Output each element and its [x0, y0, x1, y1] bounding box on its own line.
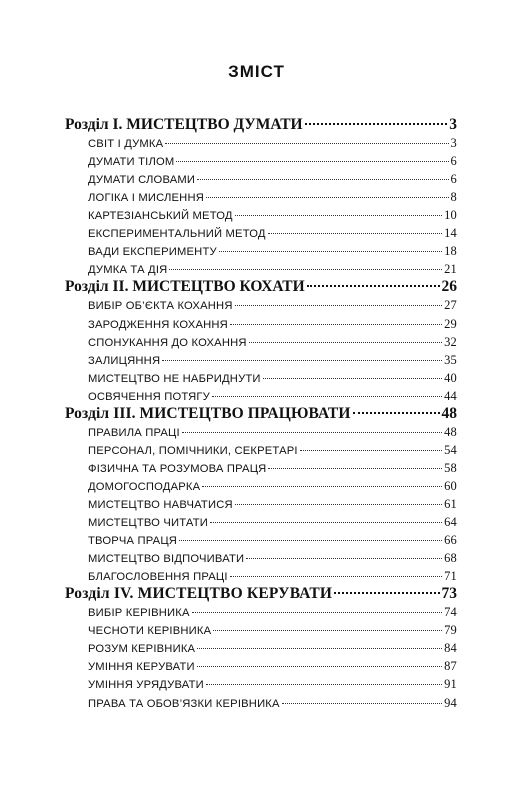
- toc-entry: [65, 260, 457, 278]
- entry-page-number: 21: [444, 262, 457, 277]
- toc-entry: [65, 459, 457, 477]
- toc-entry: [65, 549, 457, 567]
- entry-title: БЛАГОСЛОВЕННЯ ПРАЦІ: [88, 571, 228, 584]
- entry-title: ВАДИ ЕКСПЕРИМЕНТУ: [88, 246, 217, 259]
- section-page-number: 48: [441, 404, 457, 422]
- dot-leader: [202, 485, 442, 487]
- dot-leader: [210, 521, 442, 523]
- section-page-number: 3: [449, 116, 457, 133]
- entry-page-number: 74: [444, 605, 457, 620]
- toc-entry: [65, 152, 457, 170]
- toc-entry: [65, 441, 457, 459]
- toc-entry: [65, 657, 457, 675]
- toc-entry: [65, 531, 457, 549]
- toc-section-1: [65, 116, 457, 134]
- dot-leader: [235, 214, 442, 216]
- entry-title: ДОМОГОСПОДАРКА: [88, 480, 201, 493]
- section-page-number: 73: [441, 585, 457, 603]
- toc-section-3: [65, 405, 457, 423]
- dot-leader: [268, 232, 442, 234]
- section-title: Розділ ІІІ. МИСТЕЦТВО ПРАЦЮВАТИ: [65, 404, 351, 422]
- entry-title: ФІЗИЧНА ТА РОЗУМОВА ПРАЦЯ: [88, 462, 267, 475]
- entry-title: МИСТЕЦТВО НЕ НАБРИДНУТИ: [88, 372, 261, 385]
- dot-leader: [197, 665, 442, 667]
- toc-entry: [65, 639, 457, 657]
- dot-leader: [176, 160, 448, 162]
- entry-title: КАРТЕЗІАНСЬКИЙ МЕТОД: [88, 210, 233, 223]
- toc-entry: [65, 694, 457, 712]
- entry-page-number: 91: [444, 677, 457, 692]
- toc-entry: [65, 134, 457, 152]
- dot-leader: [206, 683, 442, 685]
- toc-entry: [65, 188, 457, 206]
- toc-entry: [65, 333, 457, 351]
- entry-title: ДУМАТИ ТІЛОМ: [88, 156, 175, 169]
- section-page-number: 26: [441, 278, 457, 296]
- entry-title: ЗАЛИЦЯННЯ: [88, 354, 161, 367]
- toc-entry: [65, 675, 457, 693]
- entry-title: ПЕРСОНАЛ, ПОМІЧНИКИ, СЕКРЕТАРІ: [88, 444, 298, 457]
- entry-page-number: 6: [450, 172, 457, 187]
- dot-leader: [235, 503, 442, 505]
- entry-page-number: 64: [444, 515, 457, 530]
- entry-title: МИСТЕЦТВО ВІДПОЧИВАТИ: [88, 553, 245, 566]
- toc-entry: [65, 513, 457, 531]
- entry-page-number: 32: [444, 334, 457, 349]
- entry-page-number: 66: [444, 533, 457, 548]
- entry-title: ДУМКА ТА ДІЯ: [88, 264, 168, 277]
- dot-leader: [197, 178, 448, 180]
- entry-page-number: 27: [444, 298, 457, 313]
- entry-page-number: 60: [444, 478, 457, 493]
- dot-leader: [230, 575, 442, 577]
- toc-entry: [65, 242, 457, 260]
- entry-title: МИСТЕЦТВО ЧИТАТИ: [88, 517, 208, 530]
- toc-entry: [65, 621, 457, 639]
- dot-leader: [334, 591, 439, 594]
- dot-leader: [162, 359, 442, 361]
- toc-entry: [65, 206, 457, 224]
- table-of-contents: [65, 116, 457, 712]
- dot-leader: [182, 431, 442, 433]
- entry-page-number: 48: [444, 424, 457, 439]
- toc-entry: [65, 495, 457, 513]
- entry-page-number: 79: [444, 623, 457, 638]
- entry-title: РОЗУМ КЕРІВНИКА: [88, 643, 196, 656]
- section-title: Розділ IV. МИСТЕЦТВО КЕРУВАТИ: [65, 585, 333, 603]
- entry-page-number: 94: [444, 695, 457, 710]
- entry-title: ВИБІР ОБ’ЄКТА КОХАННЯ: [88, 300, 233, 313]
- section-title: Розділ І. МИСТЕЦТВО ДУМАТИ: [65, 116, 303, 133]
- dot-leader: [169, 268, 442, 270]
- dot-leader: [263, 377, 442, 379]
- entry-page-number: 10: [444, 208, 457, 223]
- entry-title: ДУМАТИ СЛОВАМИ: [88, 174, 196, 187]
- section-title: Розділ ІІ. МИСТЕЦТВО КОХАТИ: [65, 278, 305, 296]
- toc-entry: [65, 369, 457, 387]
- entry-page-number: 54: [444, 442, 457, 457]
- toc-entry: [65, 296, 457, 314]
- entry-page-number: 6: [450, 154, 457, 169]
- entry-title: ЧЕСНОТИ КЕРІВНИКА: [88, 625, 212, 638]
- entry-page-number: 68: [444, 551, 457, 566]
- toc-entry: [65, 423, 457, 441]
- entry-page-number: 84: [444, 641, 457, 656]
- dot-leader: [219, 250, 442, 252]
- dot-leader: [305, 122, 448, 125]
- toc-entry: [65, 387, 457, 405]
- entry-page-number: 61: [444, 496, 457, 511]
- dot-leader: [246, 557, 442, 559]
- entry-page-number: 71: [444, 569, 457, 584]
- toc-entry: [65, 351, 457, 369]
- dot-leader: [197, 647, 442, 649]
- entry-page-number: 18: [444, 244, 457, 259]
- dot-leader: [206, 196, 449, 198]
- toc-entry: [65, 603, 457, 621]
- entry-title: УМІННЯ КЕРУВАТИ: [88, 661, 195, 674]
- dot-leader: [300, 449, 442, 451]
- entry-title: ПРАВИЛА ПРАЦІ: [88, 426, 180, 439]
- dot-leader: [213, 629, 442, 631]
- entry-title: ВИБІР КЕРІВНИКА: [88, 607, 190, 620]
- dot-leader: [230, 323, 442, 325]
- entry-title: ЛОГІКА І МИСЛЕННЯ: [88, 192, 205, 205]
- entry-title: СПОНУКАННЯ ДО КОХАННЯ: [88, 336, 247, 349]
- entry-page-number: 35: [444, 352, 457, 367]
- entry-title: ЗАРОДЖЕННЯ КОХАННЯ: [88, 318, 228, 331]
- page-title: ЗМІСТ: [228, 62, 285, 81]
- entry-page-number: 3: [450, 136, 457, 151]
- entry-page-number: 8: [450, 190, 457, 205]
- entry-page-number: 58: [444, 460, 457, 475]
- dot-leader: [212, 395, 442, 397]
- entry-title: ТВОРЧА ПРАЦЯ: [88, 535, 178, 548]
- dot-leader: [179, 539, 442, 541]
- toc-section-4: [65, 585, 457, 603]
- entry-page-number: 29: [444, 316, 457, 331]
- dot-leader: [282, 702, 442, 704]
- entry-page-number: 87: [444, 659, 457, 674]
- dot-leader: [307, 284, 440, 287]
- dot-leader: [235, 304, 442, 306]
- toc-entry: [65, 170, 457, 188]
- toc-entry: [65, 477, 457, 495]
- entry-title: ОСВЯЧЕННЯ ПОТЯГУ: [88, 390, 210, 403]
- dot-leader: [353, 411, 440, 414]
- toc-section-2: [65, 278, 457, 296]
- dot-leader: [165, 142, 448, 144]
- entry-title: ЕКСПЕРИМЕНТАЛЬНИЙ МЕТОД: [88, 228, 266, 241]
- toc-entry: [65, 315, 457, 333]
- dot-leader: [249, 341, 442, 343]
- entry-page-number: 40: [444, 370, 457, 385]
- toc-entry: [65, 567, 457, 585]
- entry-title: УМІННЯ УРЯДУВАТИ: [88, 679, 204, 692]
- entry-title: ПРАВА ТА ОБОВ’ЯЗКИ КЕРІВНИКА: [88, 697, 280, 710]
- entry-title: СВІТ І ДУМКА: [88, 138, 164, 151]
- entry-page-number: 44: [444, 388, 457, 403]
- entry-title: МИСТЕЦТВО НАВЧАТИСЯ: [88, 498, 233, 511]
- dot-leader: [268, 467, 442, 469]
- entry-page-number: 14: [444, 226, 457, 241]
- toc-entry: [65, 224, 457, 242]
- dot-leader: [192, 611, 442, 613]
